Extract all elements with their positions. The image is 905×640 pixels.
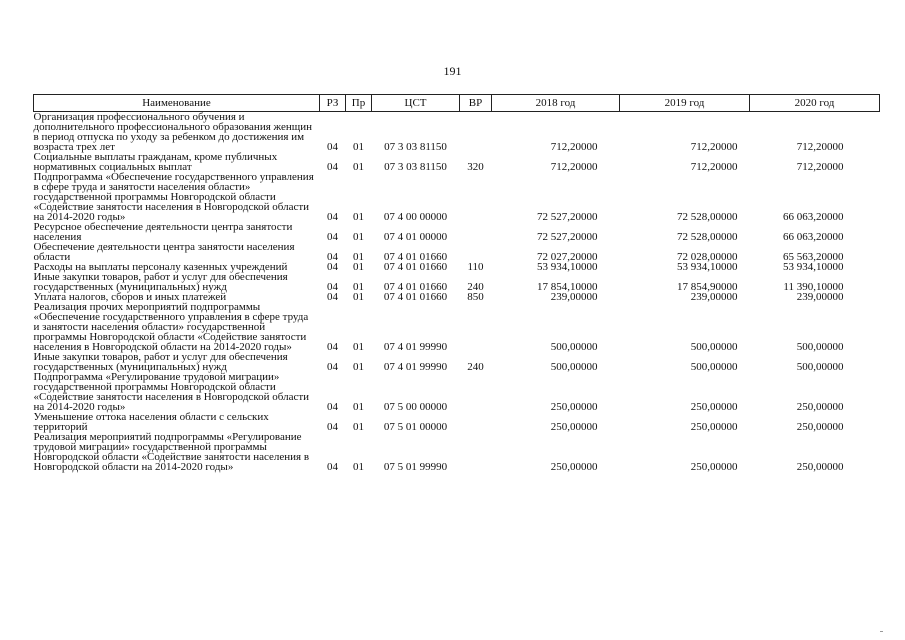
header-2018: 2018 год <box>492 95 620 112</box>
row-2020: 500,00000 <box>796 361 844 373</box>
row-vr <box>460 222 492 242</box>
row-rz: 04 <box>327 231 338 243</box>
row-pr: 01 <box>353 281 364 293</box>
header-cst: ЦСТ <box>372 95 460 112</box>
row-cst: 07 4 01 01660 <box>383 251 448 263</box>
header-pr: Пр <box>346 95 372 112</box>
row-pr: 01 <box>353 211 364 223</box>
row-rz: 04 <box>327 461 338 473</box>
row-name: Организация профессионального обучения и дополнительного профессионального образования женщин в период отпуска по уходу за ребенком до достижения им возраста трех лет <box>33 111 312 153</box>
table-row <box>34 272 880 292</box>
row-2020: 65 563,20000 <box>783 251 844 263</box>
table-row <box>34 222 880 242</box>
row-2019: 500,00000 <box>690 341 738 353</box>
row-pr: 01 <box>353 361 364 373</box>
row-name: Расходы на выплаты персоналу казенных учреждений <box>33 261 288 273</box>
row-name: Иные закупки товаров, работ и услуг для обеспечения государственных (муниципальных) нужд <box>33 351 288 373</box>
row-2018: 239,00000 <box>550 291 598 303</box>
row-rz: 04 <box>327 281 338 293</box>
row-cst: 07 3 03 81150 <box>384 141 447 153</box>
row-pr: 01 <box>353 231 364 243</box>
row-vr: 850 <box>467 291 484 303</box>
row-2018: 250,00000 <box>550 421 598 433</box>
row-name: Подпрограмма «Обеспечение государственного управления в сфере труда и занятости населения области» государственной программы Новгородской области «Содействие занятости населения в Новгородской области на 2014-2020 годы» <box>33 171 314 223</box>
row-rz: 04 <box>327 291 338 303</box>
row-2018: 500,00000 <box>550 341 598 353</box>
row-vr <box>460 112 492 153</box>
row-rz: 04 <box>327 161 338 173</box>
row-pr: 01 <box>353 421 364 433</box>
row-2018: 250,00000 <box>550 401 598 413</box>
row-2020: 250,00000 <box>796 461 844 473</box>
row-2019: 712,20000 <box>690 161 738 173</box>
row-2019: 72 528,00000 <box>677 211 738 223</box>
row-2018: 250,00000 <box>550 461 598 473</box>
row-cst: 07 4 00 00000 <box>383 211 448 223</box>
row-pr: 01 <box>353 401 364 413</box>
row-pr: 01 <box>353 141 364 153</box>
row-2020: 66 063,20000 <box>783 231 844 243</box>
row-name: Иные закупки товаров, работ и услуг для обеспечения государственных (муниципальных) нужд <box>33 271 288 293</box>
row-cst: 07 4 01 01660 <box>383 291 448 303</box>
row-2018: 500,00000 <box>550 361 598 373</box>
row-name: Реализация прочих мероприятий подпрограммы «Обеспечение государственного управления в сфере труда и занятости населения области» государственной программы Новгородской области «Содействие занятости населения в Новгородской области на 2014-2020 годы» <box>33 301 309 353</box>
row-vr: 320 <box>467 161 484 173</box>
row-rz: 04 <box>327 361 338 373</box>
row-pr: 01 <box>353 261 364 273</box>
table-header <box>34 95 880 112</box>
row-rz: 04 <box>327 211 338 223</box>
row-2019: 250,00000 <box>690 421 738 433</box>
row-cst: 07 4 01 01660 <box>383 261 448 273</box>
row-name: Реализация мероприятий подпрограммы «Регулирование трудовой миграции» государственной программы Новгородской области «Содействие занятости населения в Новгородской области на 2014-2020 годы» <box>33 431 310 473</box>
header-2020: 2020 год <box>750 95 880 112</box>
table-row <box>34 432 880 472</box>
row-2019: 500,00000 <box>690 361 738 373</box>
header-2019: 2019 год <box>620 95 750 112</box>
row-pr: 01 <box>353 161 364 173</box>
row-pr: 01 <box>353 251 364 263</box>
row-name: Уплата налогов, сборов и иных платежей <box>33 291 227 303</box>
row-vr: 110 <box>467 261 484 273</box>
row-name: Обеспечение деятельности центра занятости населения области <box>33 241 295 263</box>
header-name: Наименование <box>34 95 320 112</box>
table-body <box>34 112 880 473</box>
row-vr <box>460 432 492 472</box>
row-name: Подпрограмма «Регулирование трудовой миграции» государственной программы Новгородской области «Содействие занятости населения в Новгородской области на 2014-2020 годы» <box>33 371 310 413</box>
table-row <box>34 112 880 153</box>
row-vr: 240 <box>467 361 484 373</box>
row-rz: 04 <box>327 251 338 263</box>
row-2020: 250,00000 <box>796 421 844 433</box>
row-rz: 04 <box>327 421 338 433</box>
table-row <box>34 302 880 352</box>
row-2019: 17 854,90000 <box>677 281 738 293</box>
row-cst: 07 4 01 99990 <box>383 361 448 373</box>
row-pr: 01 <box>353 461 364 473</box>
budget-table <box>33 94 880 472</box>
table-row <box>34 152 880 172</box>
row-2020: 500,00000 <box>796 341 844 353</box>
row-vr <box>460 242 492 262</box>
row-2020: 250,00000 <box>796 401 844 413</box>
table-row <box>34 172 880 222</box>
row-rz: 04 <box>327 141 338 153</box>
row-2019: 250,00000 <box>690 401 738 413</box>
row-cst: 07 5 01 99990 <box>383 461 448 473</box>
row-cst: 07 3 03 81150 <box>384 161 447 173</box>
row-2018: 72 527,20000 <box>537 231 598 243</box>
scan-mark <box>880 631 883 632</box>
table-row <box>34 372 880 412</box>
row-2020: 11 390,10000 <box>783 281 844 293</box>
row-vr <box>460 302 492 352</box>
table-row <box>34 352 880 372</box>
row-2018: 712,20000 <box>550 161 598 173</box>
row-rz: 04 <box>327 341 338 353</box>
table-row <box>34 412 880 432</box>
row-2019: 53 934,10000 <box>677 261 738 273</box>
row-pr: 01 <box>353 341 364 353</box>
row-name: Уменьшение оттока населения области с сельских территорий <box>33 411 269 433</box>
row-2019: 239,00000 <box>690 291 738 303</box>
page-number: 191 <box>443 64 462 78</box>
row-cst: 07 5 00 00000 <box>383 401 448 413</box>
row-rz: 04 <box>327 261 338 273</box>
row-2018: 712,20000 <box>550 141 598 153</box>
row-cst: 07 4 01 01660 <box>383 281 448 293</box>
row-vr <box>460 412 492 432</box>
row-vr <box>460 172 492 222</box>
row-name: Социальные выплаты гражданам, кроме публичных нормативных социальных выплат <box>33 151 278 173</box>
table-row <box>34 242 880 262</box>
row-2020: 66 063,20000 <box>783 211 844 223</box>
row-2020: 712,20000 <box>796 141 844 153</box>
row-2018: 72 527,20000 <box>537 211 598 223</box>
header-vr: ВР <box>460 95 492 112</box>
row-2020: 53 934,10000 <box>783 261 844 273</box>
row-rz: 04 <box>327 401 338 413</box>
row-2020: 712,20000 <box>796 161 844 173</box>
row-2019: 72 528,00000 <box>677 231 738 243</box>
row-pr: 01 <box>353 291 364 303</box>
header-rz: РЗ <box>320 95 346 112</box>
row-2020: 239,00000 <box>796 291 844 303</box>
row-2018: 17 854,10000 <box>537 281 598 293</box>
row-cst: 07 4 01 00000 <box>383 231 448 243</box>
row-2018: 53 934,10000 <box>537 261 598 273</box>
row-name: Ресурсное обеспечение деятельности центра занятости населения <box>33 221 293 243</box>
row-2019: 72 028,00000 <box>677 251 738 263</box>
row-vr <box>460 372 492 412</box>
row-vr: 240 <box>467 281 484 293</box>
row-2019: 250,00000 <box>690 461 738 473</box>
row-cst: 07 4 01 99990 <box>383 341 448 353</box>
row-2019: 712,20000 <box>690 141 738 153</box>
row-cst: 07 5 01 00000 <box>383 421 448 433</box>
row-2018: 72 027,20000 <box>537 251 598 263</box>
